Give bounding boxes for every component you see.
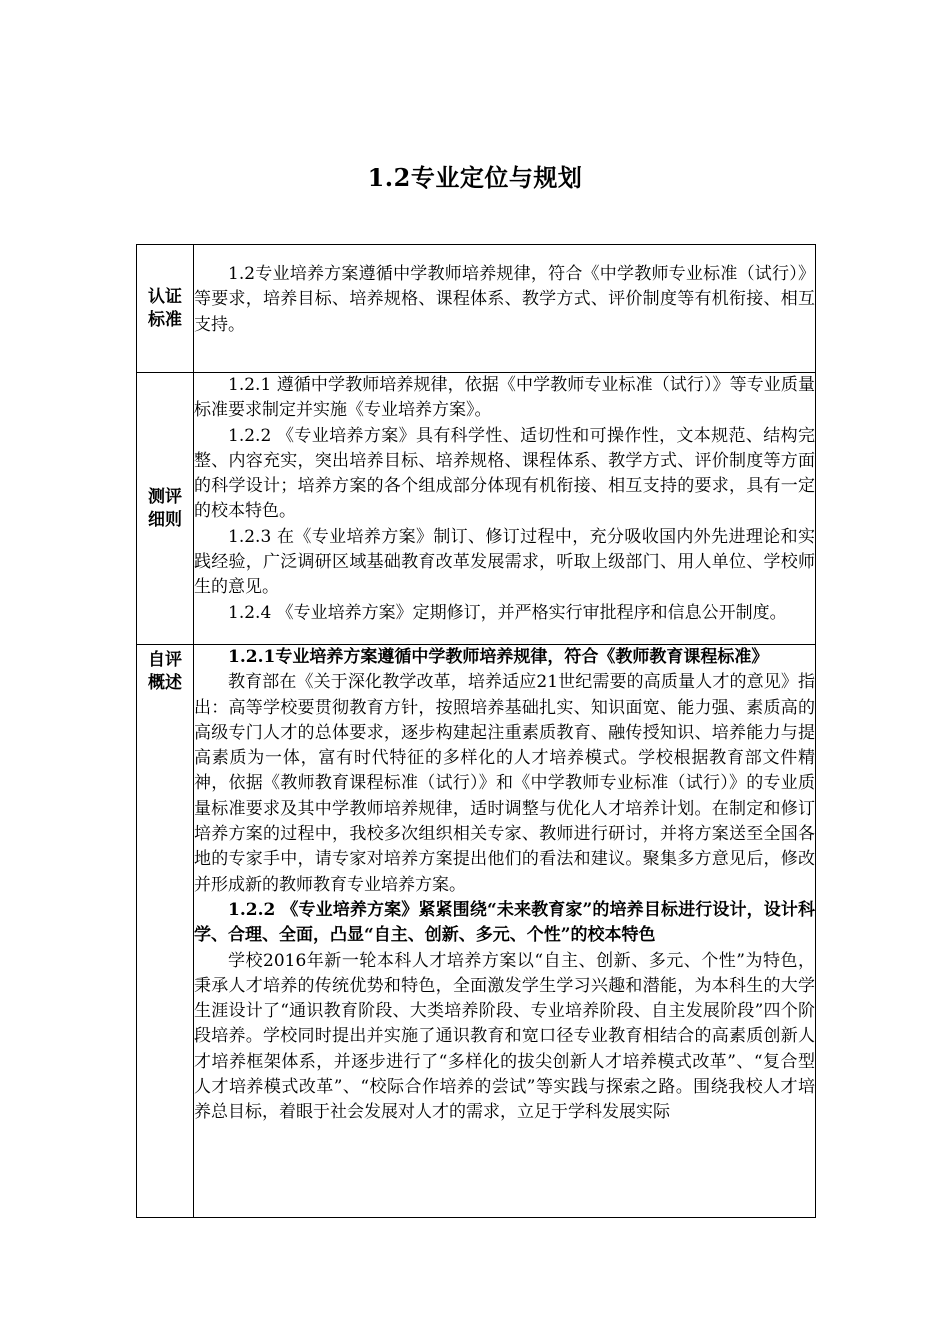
section-heading: 1.2.2 《专业培养方案》紧紧围绕“未来教育家”的培养目标进行设计，设计科学、合理、全面，凸显“自主、创新、多元、个性”的校本特色 — [194, 899, 815, 946]
row-label-line: 认证 — [148, 286, 182, 307]
paragraph: 教育部在《关于深化教学改革，培养适应21世纪需要的高质量人才的意见》指出：高等学校要贯彻教育方针，按照培养基础扎实、知识面宽、能力强、素质高的高级专门人才的总体要求，逐步构建起注重素质教育、融传授知识、培养能力与提高素质为一体，富有时代特征的多样化的人才培养模式。学校根据教育部文件精神，依据《教师教育课程标准（试行）》和《中学教师专业标准（试行）》的专业质量标准要求及其中学教师培养规律，适时调整与优化人才培养计划。在制定和修订培养方案的过程中，我校多次组织相关专家、教师进行研讨，并将方案送至全国各地的专家手中，请专家对培养方案提出他们的看法和建议。聚集多方意见后，修改并形成新的教师教育专业培养方案。 — [194, 672, 815, 895]
row-label-line: 自评 — [148, 650, 182, 670]
table-row — [137, 245, 816, 373]
table-row — [137, 373, 816, 645]
section-heading: 1.2.1专业培养方案遵循中学教师培养规律，符合《教师教育课程标准》 — [228, 647, 769, 667]
row-label — [137, 245, 194, 373]
row-label-line: 概述 — [148, 673, 182, 693]
row-content — [194, 645, 816, 1218]
row-content — [194, 245, 816, 373]
paragraph: 学校2016年新一轮本科人才培养方案以“自主、创新、多元、个性”为特色，秉承人才培养的传统优势和特色，全面激发学生学习兴趣和潜能，为本科生的大学生涯设计了“通识教育阶段、大类培养阶段、专业培养阶段、自主发展阶段”四个阶段培养。学校同时提出并实施了通识教育和宽口径专业教育相结合的高素质创新人才培养框架体系，并逐步进行了“多样化的拔尖创新人才培养模式改革”、“复合型人才培养模式改革”、“校际合作培养的尝试”等实践与探索之路。围绕我校人才培养总目标，着眼于社会发展对人才的需求，立足于学科发展实际 — [194, 950, 815, 1123]
paragraph: 1.2.4 《专业培养方案》定期修订，并严格实行审批程序和信息公开制度。 — [228, 602, 787, 623]
table-row — [137, 645, 816, 1218]
standards-table — [136, 244, 816, 1218]
paragraph: 1.2.1 遵循中学教师培养规律，依据《中学教师专业标准（试行）》等专业质量标准要求制定并实施《专业培养方案》。 — [194, 375, 815, 421]
paragraph: 1.2.3 在《专业培养方案》制订、修订过程中，充分吸收国内外先进理论和实践经验，广泛调研区域基础教育改革发展需求，听取上级部门、用人单位、学校师生的意见。 — [194, 526, 815, 598]
row-label-line: 测评 — [148, 486, 182, 507]
row-label-line: 标准 — [148, 309, 182, 330]
row-label — [137, 373, 194, 645]
page-title: 1.2专业定位与规划 — [367, 163, 583, 192]
paragraph: 1.2专业培养方案遵循中学教师培养规律，符合《中学教师专业标准（试行）》等要求，培养目标、培养规格、课程体系、教学方式、评价制度等有机衔接、相互支持。 — [194, 264, 815, 335]
row-label — [137, 645, 194, 1218]
row-label-line: 细则 — [148, 509, 182, 530]
row-content — [194, 373, 816, 645]
paragraph: 1.2.2 《专业培养方案》具有科学性、适切性和可操作性，文本规范、结构完整、内容充实，突出培养目标、培养规格、课程体系、教学方式、评价制度等方面的科学设计；培养方案的各个组成部分体现有机衔接、相互支持的要求，具有一定的校本特色。 — [194, 425, 815, 522]
